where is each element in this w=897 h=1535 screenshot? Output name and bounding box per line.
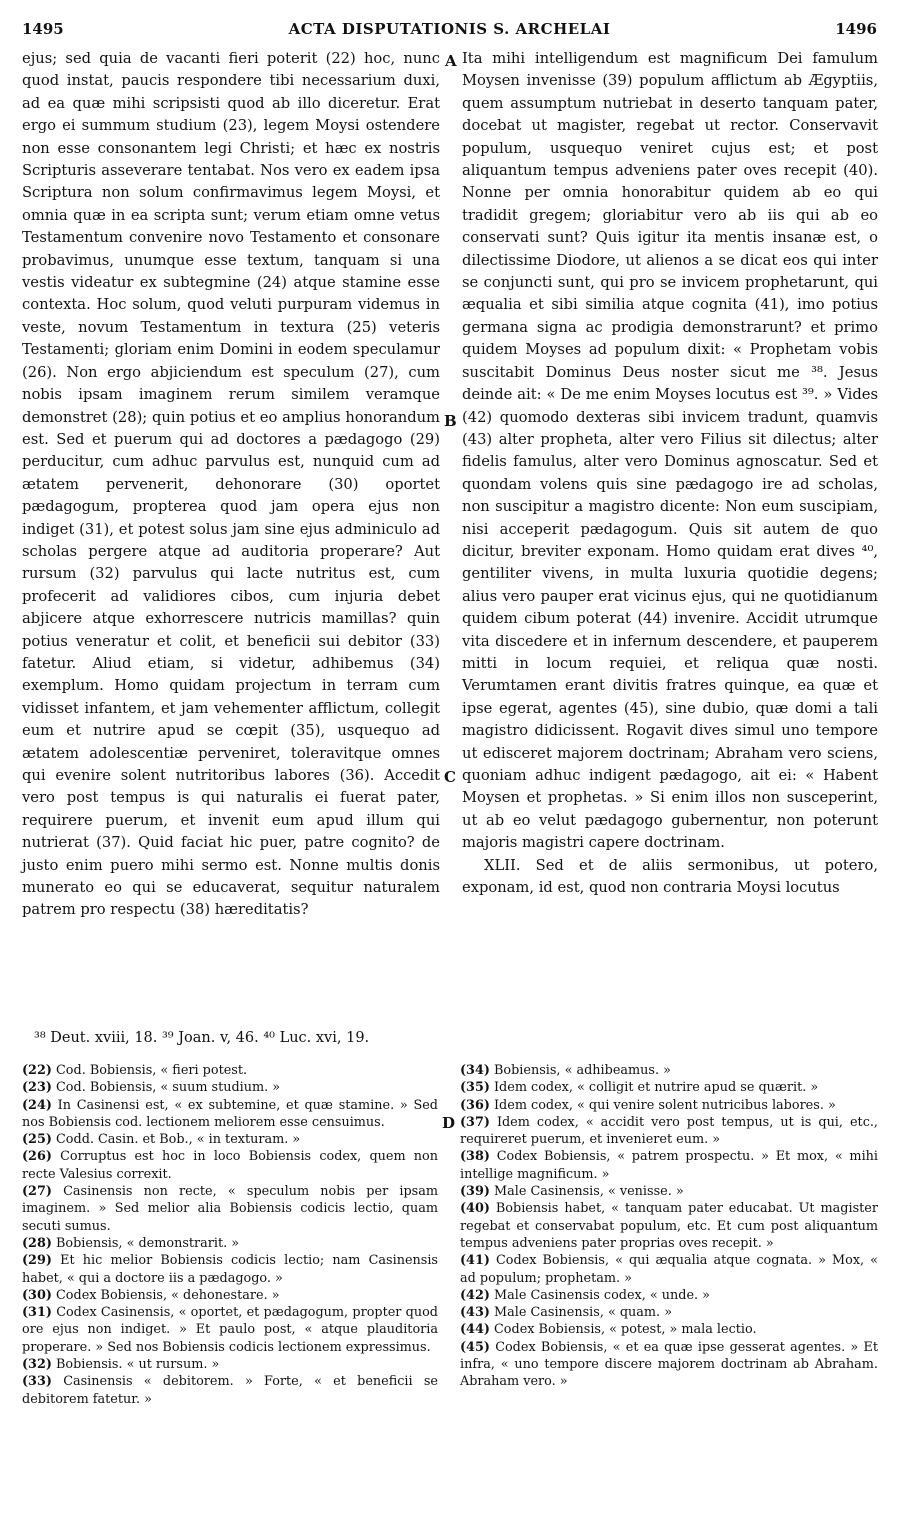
footnote-number: (30) [22,1287,52,1303]
running-title: ACTA DISPUTATIONIS S. ARCHELAI [288,20,611,38]
paragraph-chapter-xlii: XLII. Sed et de aliis sermonibus, ut potero, exponam, id est, quod non contraria Moysi locutus [462,856,878,897]
footnote [22,1304,438,1356]
footnote-number: (37) [460,1114,490,1130]
footnote-text: Bobiensis, « demonstrarit. » [56,1235,240,1251]
footnote [22,1183,438,1235]
footnote-number: (39) [460,1184,490,1200]
footnote-text: Casinensis « debitorem. » Forte, « et beneficii se debitorem fatetur. » [22,1374,438,1407]
footnote-number: (22) [22,1063,52,1078]
footnote-text: Codex Bobiensis, « potest, » mala lectio. [494,1322,757,1338]
footnote-number: (43) [460,1305,490,1321]
page-number-left: 1495 [22,20,64,38]
footnote-text: Casinensis non recte, « speculum nobis per ipsam imaginem. » Sed melior alia Bobiensis codicis lectio, quam secuti sumus. [22,1184,438,1234]
footnote-number: (36) [460,1097,490,1113]
main-text-right-column [462,48,878,899]
margin-letter-a: A [445,52,457,70]
footnote [22,1148,438,1183]
footnote [22,1131,438,1148]
main-text-left-column [22,48,440,922]
footnote-text: Et hic melior Bobiensis codicis lectio; nam Casinensis habet, « qui a doctore iis a pædagogo. » [22,1253,438,1286]
footnote [460,1183,878,1200]
footnote-text: Bobiensis. « ut rursum. » [56,1357,220,1373]
footnote-text: Cod. Bobiensis, « suum studium. » [56,1080,281,1096]
footnote [460,1287,878,1304]
footnote-number: (29) [22,1253,52,1269]
footnote [460,1200,878,1252]
footnote-text: Corruptus est hoc in loco Bobiensis codex, quem non recte Valesius correxit. [22,1149,438,1182]
footnotes-right-column [460,1062,878,1391]
margin-letter-d: D [442,1114,456,1132]
footnote [460,1304,878,1321]
footnote [460,1252,878,1287]
footnote-text: Male Casinensis codex, « unde. » [494,1287,710,1303]
footnote-number: (34) [460,1063,490,1078]
page-number-right: 1496 [835,20,877,38]
margin-letter-b: B [444,412,457,430]
footnote-text: Codex Casinensis, « oportet, et pædagogum, propter quod ore ejus non indiget. » Et paulo post, « atque plauditoria properare. » Sed nos Bobiensis codicis lectionem expressimus. [22,1305,439,1355]
footnote-text: Codex Bobiensis, « patrem prospectu. » Et mox, « mihi intellige magnificum. » [460,1149,878,1182]
footnote-number: (33) [22,1374,52,1390]
page-header [22,20,877,40]
paragraph: Ita mihi intelligendum est magnificum Dei famulum Moysen invenisse (39) populum afflictum ab Ægyptiis, quem assumptum nutriebat in deserto tanquam pater, docebat ut magister, regebat ut rector. Conservavit populum, usquequo veniret cujus est; et post aliquantum tempus adveniens pater oves recepit (40). Nonne per omnia honorabitur quidem ab eo qui tradidit gregem; gloriabitur vero ab iis qui ab eo conservati sunt? Quis igitur ita mentis insanæ est, o dilectissime Diodore, ut alienos a se dicat eos qui inter se conjuncti sunt, qui pro se invicem prophetarunt, qui æqualia et sibi similia atque cognita (41), imo potius germana signa ac prodigia demonstrarunt? et primo quidem Moyses ad populum dixit: « Prophetam vobis suscitabit Dominus Deus noster sicut me ³⁸. Jesus deinde ait: « De me enim Moyses locutus est ³⁹. » Vides (42) quomodo dexteras sibi invicem tradunt, quamvis (43) alter propheta, alter vero Filius sit dilectus; alter fidelis famulus, alter vero Dominus agnoscatur. Sed et quondam volens quis sine pædagogo ire ad scholas, non suscipitur a magistro dicente: Non eum suscipiam, nisi acceperit pædagogum. Quis sit autem de quo dicitur, breviter exponam. Homo quidam erat dives ⁴⁰, gentiliter vivens, in multa luxuria quotidie degens; alius vero pauper erat vicinus ejus, qui ne quotidianum quidem cibum poterat (44) invenire. Accidit utrumque vita discedere et in infernum descendere, et pauperem mitti in locum requiei, et reliqua quæ nosti. Verumtamen erant divitis fratres quinque, ea quæ et ipse egerat, agentes (45), sine dubio, quæ domi a tali magistro didicissent. Rogavit dives simul uno tempore ut edisceret majorem doctrinam; Abraham vero sciens, quoniam adhuc indigent pædagogo, ait ei: « Habent Moysen et prophetas. » Si enim illos non susceperint, ut ab eo velut pædagogo gubernentur, non poterunt majoris magistri capere doctrinam. [462,50,878,852]
footnote-text: Codex Bobiensis, « qui æqualia atque cognata. » Mox, « ad populum; prophetam. » [460,1253,878,1286]
footnote-number: (40) [460,1201,490,1217]
margin-letter-c: C [444,768,456,786]
footnote-text: Idem codex, « colligit et nutrire apud se quærit. » [494,1080,819,1096]
footnote-text: Codd. Casin. et Bob., « in texturam. » [56,1132,301,1148]
footnote-text: Idem codex, « qui venire solent nutricibus labores. » [494,1097,836,1113]
footnote-number: (27) [22,1184,52,1200]
footnote-text: Idem codex, « accidit vero post tempus, ut is qui, etc., requireret puerum, et invenieret eum. » [460,1114,878,1148]
footnote [22,1097,438,1132]
footnote-number: (32) [22,1357,52,1373]
footnote [460,1339,878,1391]
footnote-text: Male Casinensis, « quam. » [494,1305,673,1321]
footnote-number: (42) [460,1287,490,1303]
footnote-number: (45) [460,1339,490,1355]
footnotes-left-column [22,1062,438,1408]
footnote [22,1287,438,1304]
footnote-text: Cod. Bobiensis, « fieri potest. [56,1063,248,1078]
footnote [22,1373,438,1408]
footnote-number: (35) [460,1080,490,1096]
footnote-number: (23) [22,1080,52,1096]
footnote [22,1252,438,1287]
footnote-number: (28) [22,1235,52,1251]
footnote-number: (26) [22,1149,52,1165]
footnote-number: (41) [460,1253,490,1269]
footnote-text: Bobiensis habet, « tanquam pater educabat. Ut magister regebat et conservabat populum, etc. Et cum post aliquantum tempus adveniens pater proprias oves recepit. » [460,1201,878,1251]
footnote [460,1321,878,1338]
footnote [460,1097,878,1114]
footnote-text: Codex Bobiensis, « et ea quæ ipse gesserat agentes. » Et infra, « uno tempore discere majorem doctrinam ab Abraham. Abraham vero. » [460,1339,878,1390]
footnote [460,1148,878,1183]
footnote-number: (31) [22,1305,52,1321]
scripture-references: ³⁸ Deut. xviii, 18. ³⁹ Joan. v, 46. ⁴⁰ Luc. xvi, 19. [34,1030,370,1046]
footnote [460,1062,878,1079]
footnote [22,1079,438,1096]
footnote-text: Codex Bobiensis, « dehonestare. » [56,1287,280,1303]
footnote-text: Bobiensis, « adhibeamus. » [494,1063,671,1078]
footnote-text: In Casinensi est, « ex subtemine, et quæ stamine. » Sed nos Bobiensis cod. lectionem meliorem esse censuimus. [22,1097,438,1130]
footnote [22,1356,438,1373]
footnote-number: (44) [460,1322,490,1338]
footnote [22,1062,438,1079]
footnote [22,1235,438,1252]
footnote-text: Male Casinensis, « venisse. » [494,1184,684,1200]
footnote [460,1114,878,1149]
footnote-number: (25) [22,1132,52,1148]
footnote-number: (38) [460,1149,490,1165]
footnote-number: (24) [22,1097,52,1113]
footnote [460,1079,878,1096]
paragraph: ejus; sed quia de vacanti fieri poterit (22) hoc, nunc quod instat, paucis respondere tibi necessarium duxi, ad ea quæ mihi scripsisti quod ab illo diceretur. Erat ergo ei summum studium (23), legem Moysi ostendere non esse consonantem legi Christi; et hæc ex nostris Scripturis asseverare tentabat. Nos vero ex eadem ipsa Scriptura non solum confirmavimus legem Moysi, et omnia quæ in ea scripta sunt; verum etiam omne vetus Testamentum convenire novo Testamento et consonare probavimus, unumque esse textum, tanquam si una vestis videatur ex subtegmine (24) atque stamine esse contexta. Hoc solum, quod veluti purpuram videmus in veste, novum Testamentum in textura (25) veteris Testamenti; gloriam enim Domini in eodem speculamur (26). Non ergo abjiciendum est speculum (27), cum nobis ipsam imaginem rerum similem veramque demonstret (28); quin potius et eo amplius honorandum est. Sed et puerum qui ad doctores a pædagogo (29) perducitur, cum adhuc parvulus est, nunquid cum ad ætatem pervenerit, dehonorare (30) oportet pædagogum, propterea quod jam opera ejus non indiget (31), et potest solus jam sine ejus adminiculo ad scholas pergere atque ad auditoria properare? Aut rursum (32) parvulus qui lacte nutritus est, cum profecerit ad validiores cibos, cum injuria debet abjicere atque exhorrescere nutricis mamillas? quin potius veneratur et colit, et beneficii sui debitor (33) fatetur. Aliud etiam, si videtur, adhibemus (34) exemplum. Homo quidam projectum in terram cum vidisset infantem, et jam vehementer afflictum, collegit eum et nutrire apud se cœpit (35), usquequo ad ætatem adolescentiæ perveniret, toleravitque omnes qui evenire solent nutritoribus labores (36). Accedit vero post tempus is qui naturalis ei fuerat pater, requirere puerum, et invenit eum apud illum qui nutrierat (37). Quid faciat hic puer, patre cognito? de justo enim puero mihi sermo est. Nonne multis donis munerato eo qui se educaverat, sequitur naturalem patrem pro respectu (38) hæreditatis? [22,50,440,919]
